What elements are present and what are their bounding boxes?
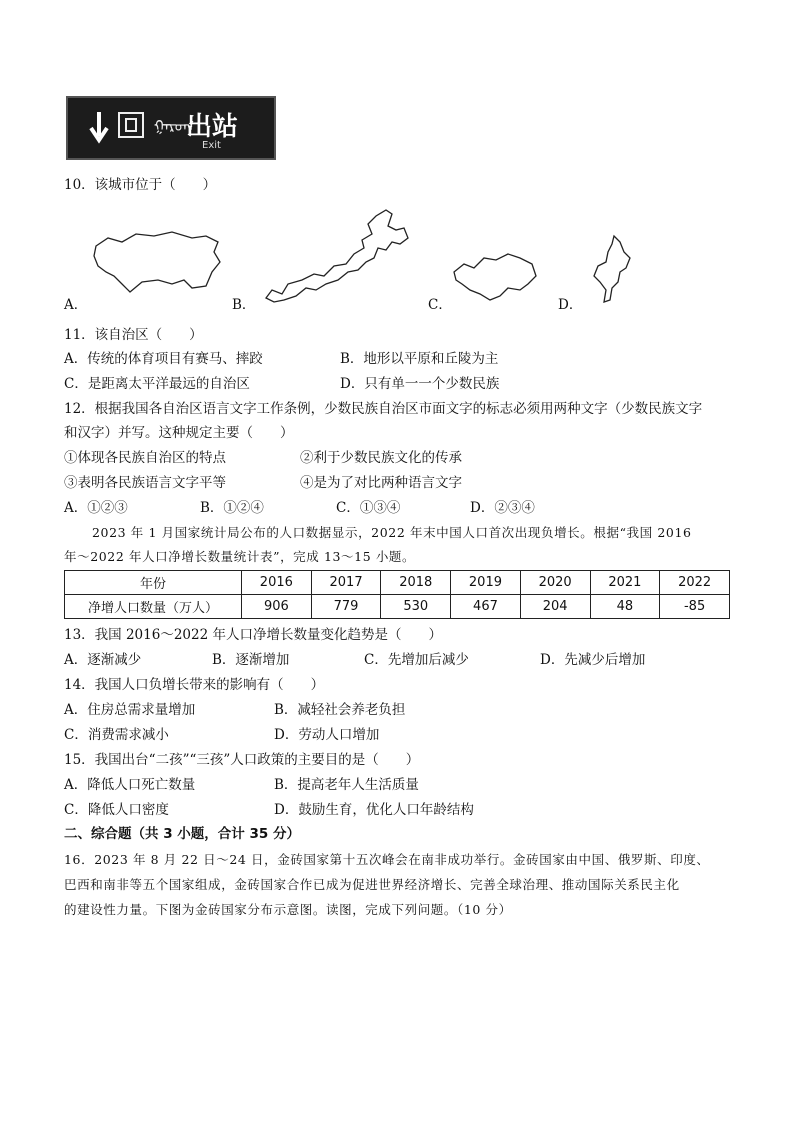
table-header-year: 2021 — [590, 571, 660, 595]
q13-option-a: A．逐渐减少 — [64, 652, 142, 668]
table-header-row — [65, 571, 730, 595]
q16-line1: 16．2023 年 8 月 22 日～24 日，金砖国家第十五次峰会在南非成功举行。金砖国家由中国、俄罗斯、印度、 — [64, 852, 710, 867]
q13-option-c: C．先增加后减少 — [364, 652, 469, 668]
q13-option-b: B．逐渐增加 — [212, 652, 290, 668]
table-cell: 530 — [381, 595, 451, 619]
table-header-year: 2019 — [451, 571, 521, 595]
q10-stem: 10．该城市位于（ ） — [64, 177, 217, 193]
population-growth-table — [64, 570, 730, 619]
exit-door-icon — [118, 112, 144, 138]
q12-stem-line2: 和汉字）并写。这种规定主要（ ） — [64, 425, 294, 441]
table-header-year: 2016 — [242, 571, 312, 595]
mongolian-script: ᠭᠠᠷᠤᠭ — [154, 117, 195, 135]
exit-sign-chinese: 出站 — [186, 112, 239, 142]
inner-mongolia-outline-map — [262, 204, 412, 304]
q14-option-a: A．住房总需求量增加 — [64, 702, 196, 718]
q15-option-d: D．鼓励生育，优化人口年龄结构 — [274, 802, 474, 818]
table-row-label: 净增人口数量（万人） — [65, 595, 242, 619]
q12-option-a: A．①②③ — [64, 500, 128, 516]
q12-statement-2: ②利于少数民族文化的传承 — [300, 450, 462, 466]
q10-option-d-label: D． — [558, 297, 583, 313]
table-header-label: 年份 — [65, 571, 242, 595]
exit-sign-photo — [66, 96, 276, 160]
q12-option-d: D．②③④ — [470, 500, 535, 516]
table-header-year: 2020 — [520, 571, 590, 595]
table-cell: 48 — [590, 595, 660, 619]
q10-option-a-label: A． — [64, 297, 88, 313]
q15-option-b: B．提高老年人生活质量 — [274, 777, 419, 793]
q10-option-b-label: B． — [232, 297, 256, 313]
q16-line3: 的建设性力量。下图为金砖国家分布示意图。读图，完成下列问题。（10 分） — [64, 902, 512, 917]
intro-13-15-line1: 2023 年 1 月国家统计局公布的人口数据显示，2022 年末中国人口首次出现负增长。根据“我国 2016 — [92, 525, 692, 540]
q15-stem: 15．我国出台“二孩”“三孩”人口政策的主要目的是（ ） — [64, 752, 420, 768]
tibet-outline-map — [88, 226, 228, 298]
guangxi-outline-map — [450, 250, 540, 306]
table-row — [65, 595, 730, 619]
table-cell: 204 — [520, 595, 590, 619]
q10-option-c-label: C． — [428, 297, 452, 313]
ningxia-outline-map — [590, 234, 636, 306]
table-cell: 467 — [451, 595, 521, 619]
exit-sign-english: Exit — [202, 140, 221, 151]
q14-option-d: D．劳动人口增加 — [274, 727, 380, 743]
q15-option-c: C．降低人口密度 — [64, 802, 169, 818]
q14-stem: 14．我国人口负增长带来的影响有（ ） — [64, 677, 325, 693]
q15-option-a: A．降低人口死亡数量 — [64, 777, 196, 793]
q12-stem-line1: 12．根据我国各自治区语言文字工作条例，少数民族自治区市面文字的标志必须用两种文字（少数民族文字 — [64, 401, 703, 417]
q12-option-b: B．①②④ — [200, 500, 264, 516]
q14-option-c: C．消费需求减小 — [64, 727, 169, 743]
table-cell: 779 — [311, 595, 381, 619]
q11-option-a: A．传统的体育项目有赛马、摔跤 — [64, 351, 263, 367]
down-arrow-icon — [88, 110, 110, 144]
q12-statement-1: ①体现各民族自治区的特点 — [64, 450, 226, 466]
table-header-year: 2018 — [381, 571, 451, 595]
table-cell: 906 — [242, 595, 312, 619]
table-cell: -85 — [660, 595, 730, 619]
q11-stem: 11．该自治区（ ） — [64, 327, 203, 343]
table-header-year: 2017 — [311, 571, 381, 595]
q16-line2: 巴西和南非等五个国家组成，金砖国家合作已成为促进世界经济增长、完善全球治理、推动国际关系民主化 — [64, 877, 680, 892]
intro-13-15-line2: 年～2022 年人口净增长数量统计表”，完成 13～15 小题。 — [64, 549, 416, 564]
q11-option-c: C．是距离太平洋最远的自治区 — [64, 376, 250, 392]
q12-statement-4: ④是为了对比两种语言文字 — [300, 475, 462, 491]
section-2-title: 二、综合题（共 3 小题，合计 35 分） — [64, 826, 300, 842]
q12-statement-3: ③表明各民族语言文字平等 — [64, 475, 226, 491]
q11-option-b: B．地形以平原和丘陵为主 — [340, 351, 499, 367]
table-header-year: 2022 — [660, 571, 730, 595]
q14-option-b: B．减轻社会养老负担 — [274, 702, 406, 718]
q11-option-d: D．只有单一一个少数民族 — [340, 376, 500, 392]
q13-stem: 13．我国 2016～2022 年人口净增长数量变化趋势是（ ） — [64, 627, 442, 643]
q13-option-d: D．先减少后增加 — [540, 652, 646, 668]
q12-option-c: C．①③④ — [336, 500, 401, 516]
